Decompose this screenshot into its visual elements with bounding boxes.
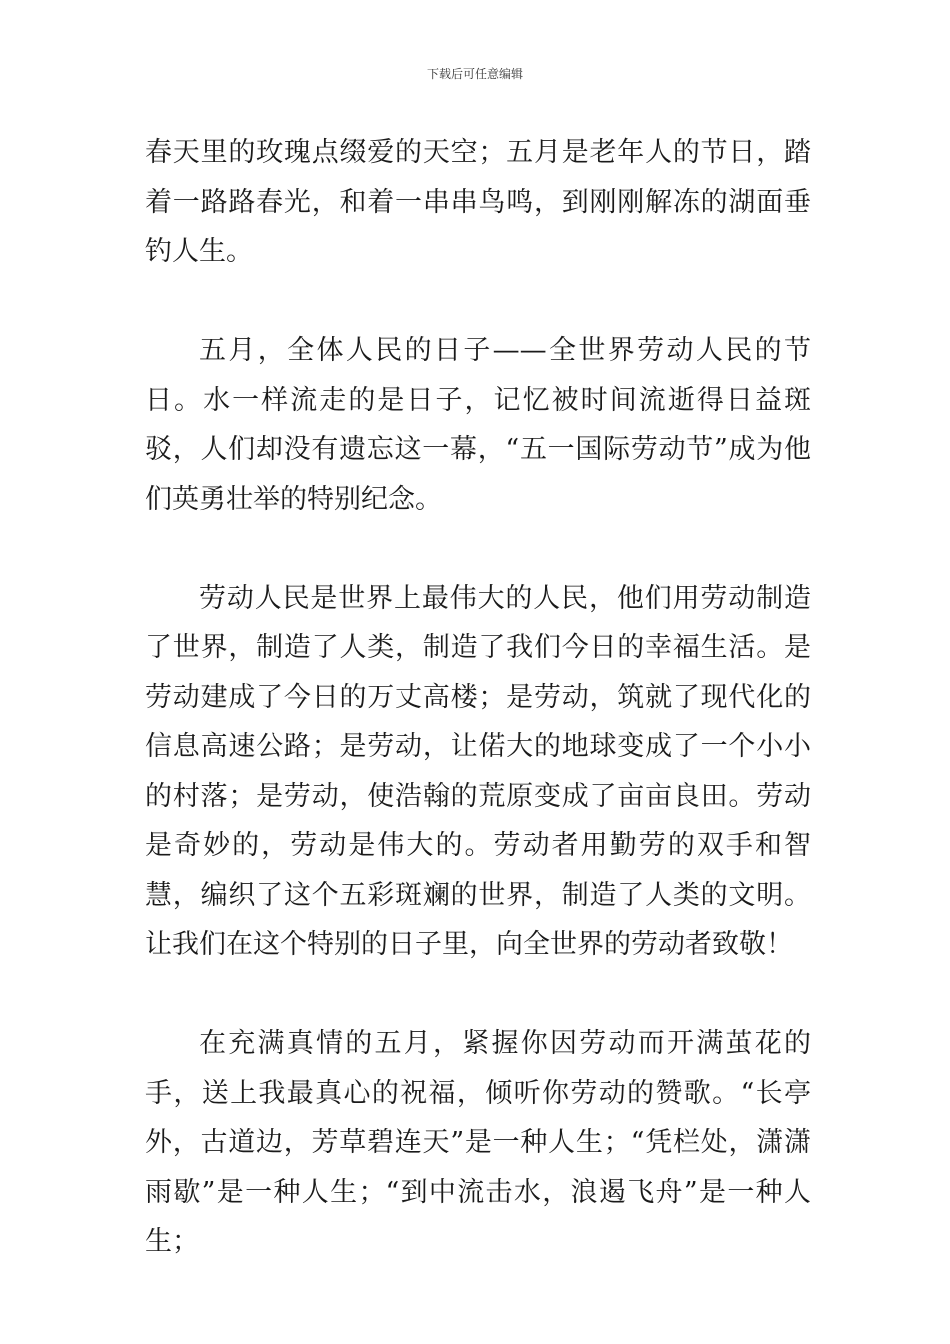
paragraph-2: 五月，全体人民的日子——全世界劳动人民的节日。水一样流走的是日子，记忆被时间流逝得日益斑驳，人们却没有遗忘这一幕，“五一国际劳动节”成为他们英勇壮举的特别纪念。 <box>145 335 811 515</box>
paragraph-1: 春天里的玫瑰点缀爱的天空；五月是老年人的节日，踏着一路路春光，和着一串串鸟鸣，到刚刚解冻的湖面垂钓人生。 <box>145 137 811 267</box>
paragraph-3: 劳动人民是世界上最伟大的人民，他们用劳动制造了世界，制造了人类，制造了我们今日的幸福生活。是劳动建成了今日的万丈高楼；是劳动，筑就了现代化的信息高速公路；是劳动，让偌大的地球变成了一个小小的村落；是劳动，使浩翰的荒原变成了亩亩良田。劳动是奇妙的，劳动是伟大的。劳动者用勤劳的双手和智慧，编织了这个五彩斑斓的世界，制造了人类的文明。让我们在这个特别的日子里，向全世界的劳动者致敬！ <box>145 582 811 960</box>
document-body <box>145 128 811 1267</box>
paragraph-4: 在充满真情的五月，紧握你因劳动而开满茧花的手，送上我最真心的祝福，倾听你劳动的赞歌。“长亭外，古道边，芳草碧连天”是一种人生；“凭栏处，潇潇雨歇”是一种人生；“到中流击水，浪遏飞舟”是一种人生； <box>145 1028 811 1257</box>
page-header-note: 下载后可任意编辑 <box>426 67 523 81</box>
